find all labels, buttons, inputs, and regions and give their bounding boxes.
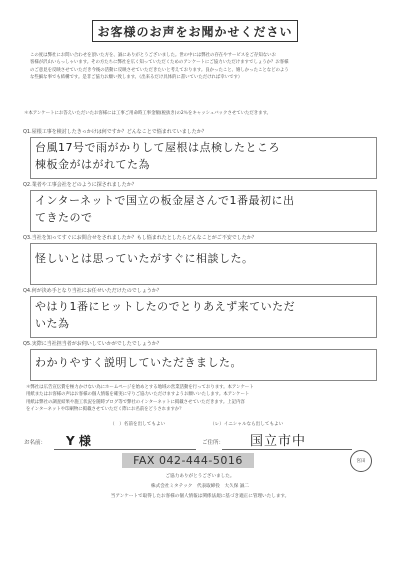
answer-5-box [30,349,377,381]
notice-line: をインターネットや印刷物に掲載させていただく際にお名前をどうされますか？ [26,407,184,413]
answer-4-box [30,296,377,338]
answer-1-box [30,137,377,179]
intro-line: この度は弊社にお問い合わせを頂いた方を、誠にありがとうございました。世の中には弊社の存在やサービスをご存知ないお [30,53,276,58]
notice-line: 用紙またはお客様の声はお客様の個人情報を確実に守りご協力いただけますようお願いいたします。本アンケート [26,392,250,398]
intro-line: 客様が沢山いらっしゃいます。その方たちに弊社を広く知っていただくためのアンケートにご協力いただけますでしょうか？お客様 [30,60,289,66]
survey-title: お客様のお声をお聞かせください [92,20,298,42]
address-label: ご住所： [202,440,225,446]
answer-2-line-1: インターネットで国立の板金屋さんで1番最初に出 [35,194,295,207]
answer-2-line-2: てきたので [35,211,93,224]
question-4-label: Q4.何が決め手となり当社にお任せいただけたのでしょうか？ [23,288,162,294]
answer-5-line-1: わかりやすく説明していただきました。 [35,356,242,369]
answer-4-line-1: やはり1番にヒットしたのでとりあえず来ていただ [35,300,296,313]
privacy-notice: 当アンケートで取得したお客様の個人情報は関係法規に基づき適正に管理いたします。 [110,494,290,499]
company-signature: 株式会社ミタテック 代表取締役 大久保 誠二 [151,484,249,489]
intro-text [30,52,375,82]
answer-1-line-1: 台風17号で雨がかりして屋根は点検したところ [35,141,280,154]
publication-notice [26,384,381,414]
option-initial-ok[interactable]: （レ）イニシャルなら出してもよい [210,422,284,427]
cashback-note: ＊本アンケートにお答えいただいたお客様には工事ご用命時工事金額(税抜き)の2％をキャッシュバックさせていただきます。 [24,111,272,116]
answer-1-line-2: 棟板金がはがれてた為 [35,158,150,171]
name-underline [54,449,196,450]
question-5-label: Q5.実際に当社担当者がお伺いしていかがでしたでしょうか？ [23,341,162,347]
thanks-text: ご協力ありがとうございました。 [165,474,235,479]
answer-3-line-1: 怪しいとは思っていたがすぐに相談した。 [35,252,254,265]
question-3-label: Q3.当社を知ってすぐにお問合せをされましたか？もし悩まれたとしたらどんなことがご不安でしたか？ [23,235,257,241]
intro-line: な些細な事でも結構です。是非ご協力お願い致します。（出来るだけ具体的に書いていただければ幸いです） [30,75,243,81]
address-underline [222,449,352,450]
seal-stamp: 宮田 [350,450,372,472]
answer-2-box [30,190,377,232]
notice-line: 用紙は弊社の調査結果や施工状況を随時ブログ等で弊社のインターネットに掲載させていただきます。上記内容 [26,399,245,405]
address-value: 国立市中 [250,434,307,449]
name-label: お名前： [24,440,47,446]
answer-4-line-2: いた為 [35,317,70,330]
answer-3-box [30,243,377,285]
question-2-label: Q2.業者や工事会社をどのように探されましたか？ [23,182,137,188]
option-name-ok[interactable]: （ ）名前を出してもよい [110,422,166,427]
intro-line: のご意見を反映させていただき今後の活動に反映させていただきたいと考えております。良かったこと、嬉しかったことなどのよう [30,67,289,73]
notice-line: ＊弊社は広告宣伝費を極力かけない為にホームページを始めとする地域の営業活動を行っております。本アンケート [26,385,254,390]
question-1-label: Q1.屋根工事を検討したきっかけは何ですか？どんなことで悩まれていましたか？ [23,129,207,135]
name-value: Y 様 [66,434,91,448]
fax-number: FAX 042-444-5016 [122,453,254,468]
